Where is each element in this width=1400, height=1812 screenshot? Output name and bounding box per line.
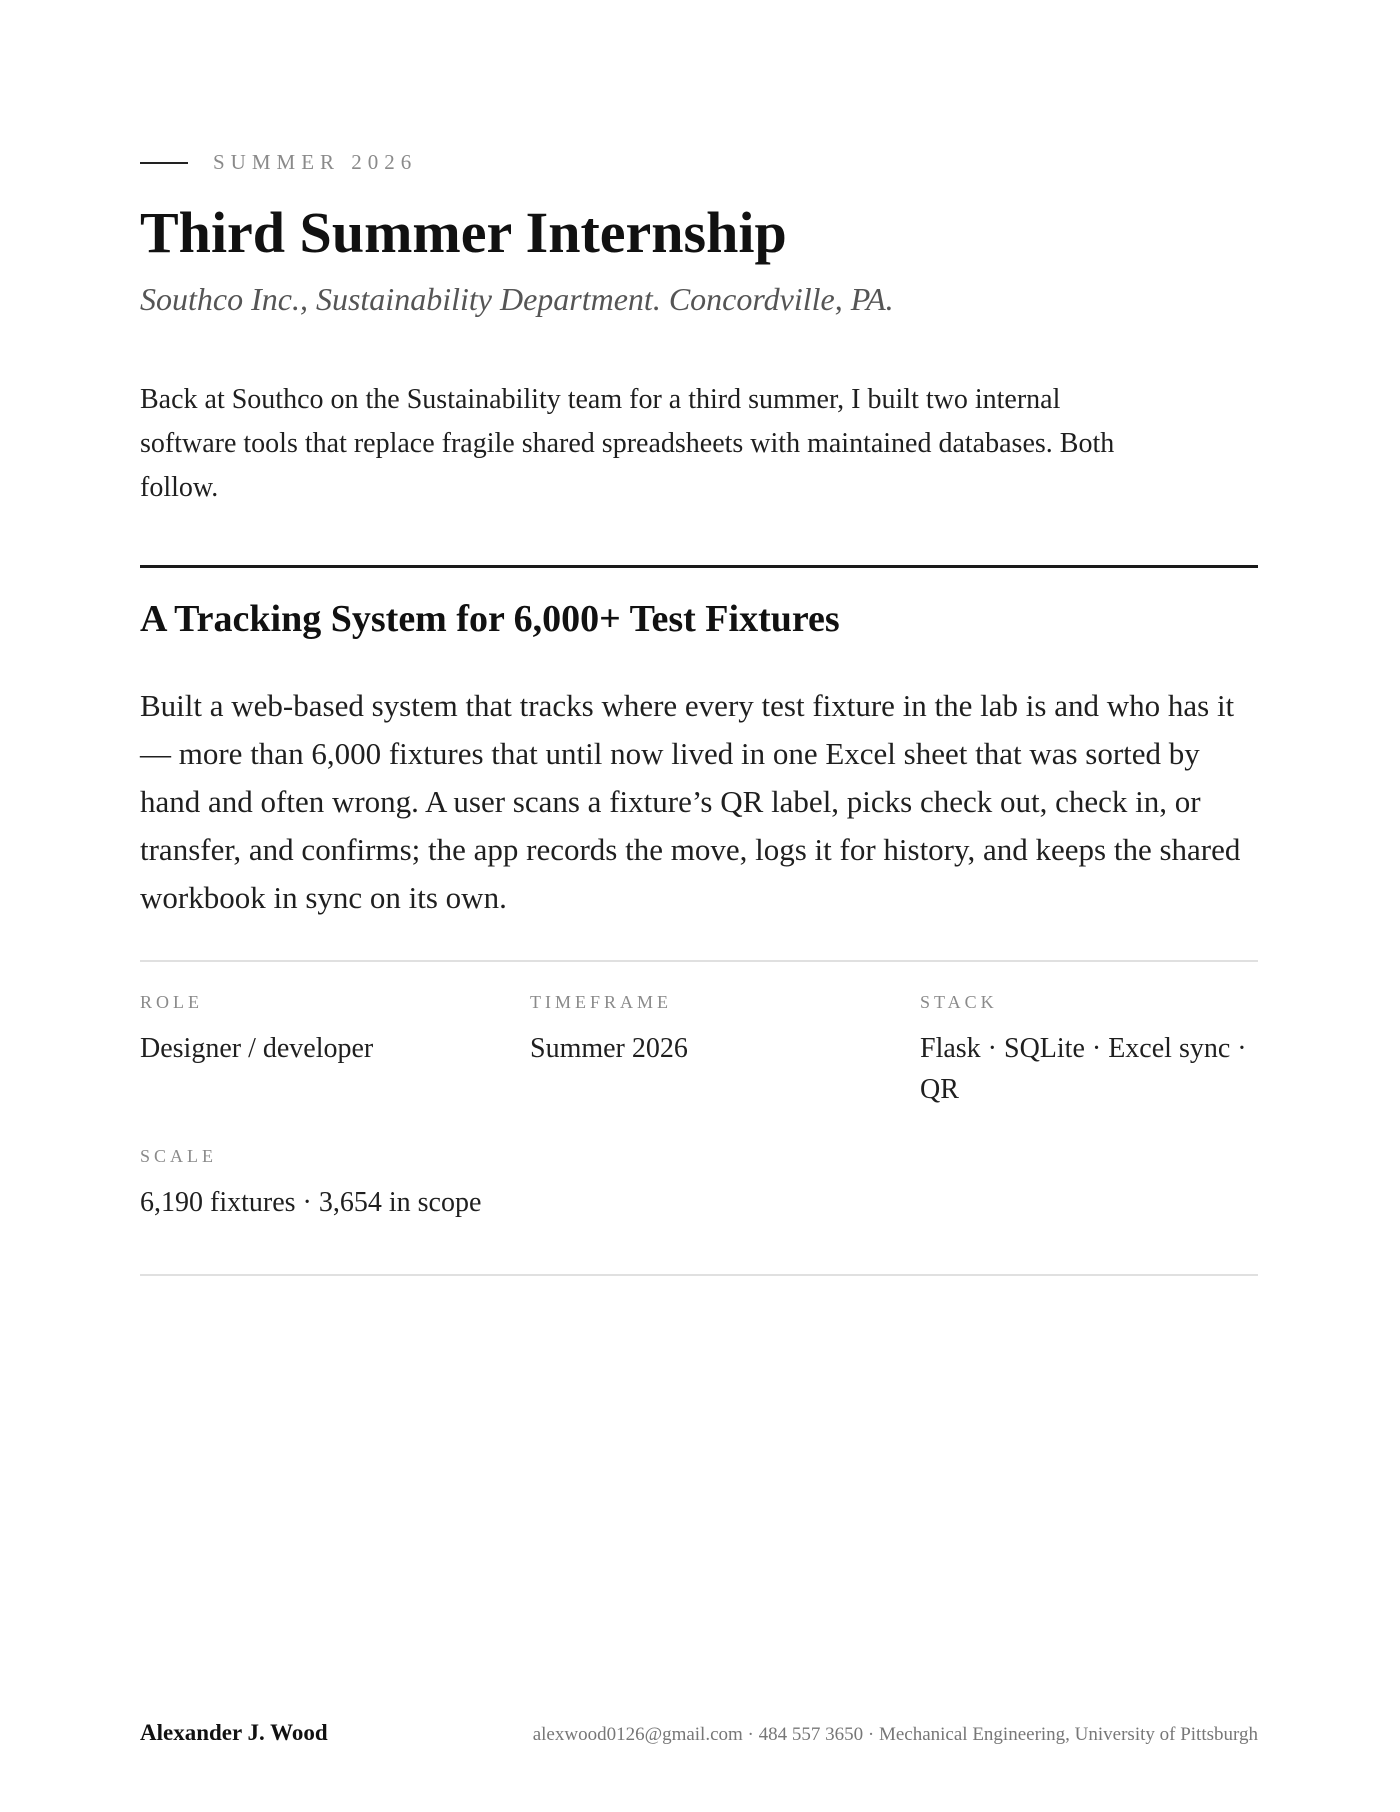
eyebrow-rule [140,162,188,164]
meta-grid [140,990,1258,1223]
meta-timeframe [530,990,920,1110]
footer-name: Alexander J. Wood [140,1720,328,1745]
meta-value: Flask · SQLite · Excel sync · QR [920,1033,1247,1105]
section-title: A Tracking System for 6,000+ Test Fixtures [140,598,840,640]
meta-label: ROLE [140,992,203,1012]
meta-label: SCALE [140,1146,218,1166]
section-body: Built a web-based system that tracks where every test fixture in the lab is and who has it — more than 6,000 fixtures that until now lived in one Excel sheet that was sorted by hand and often wrong. A user scans a fixture’s QR label, picks check out, check in, or transfer, and confirms; the app records the move, logs it for history, and keeps the shared workbook in sync on its own. [140,688,1241,915]
meta-value: Summer 2026 [530,1033,688,1064]
meta-label: STACK [920,992,998,1012]
document-page [140,0,1258,1812]
meta-label: TIMEFRAME [530,992,673,1012]
meta-divider-top [140,960,1258,962]
meta-value: Designer / developer [140,1033,374,1064]
meta-value: 6,190 fixtures · 3,654 in scope [140,1187,482,1218]
intro-paragraph: Back at Southco on the Sustainability team for a third summer, I built two internal software tools that replace fragile shared spreadsheets with maintained databases. Both follow. [140,384,1115,503]
eyebrow-text: SUMMER 2026 [213,150,418,174]
eyebrow [140,150,417,175]
meta-scale [140,1144,530,1223]
footer-contact: alexwood0126@gmail.com · 484 557 3650 · Mechanical Engineering, University of Pittsburgh [532,1724,1258,1745]
footer [140,1720,1258,1746]
meta-role [140,990,530,1110]
meta-divider-bottom [140,1274,1258,1276]
page-title: Third Summer Internship [140,200,787,265]
page-subtitle: Southco Inc., Sustainability Department. Concordville, PA. [140,281,894,317]
section-divider [140,565,1258,568]
meta-stack [920,990,1258,1110]
